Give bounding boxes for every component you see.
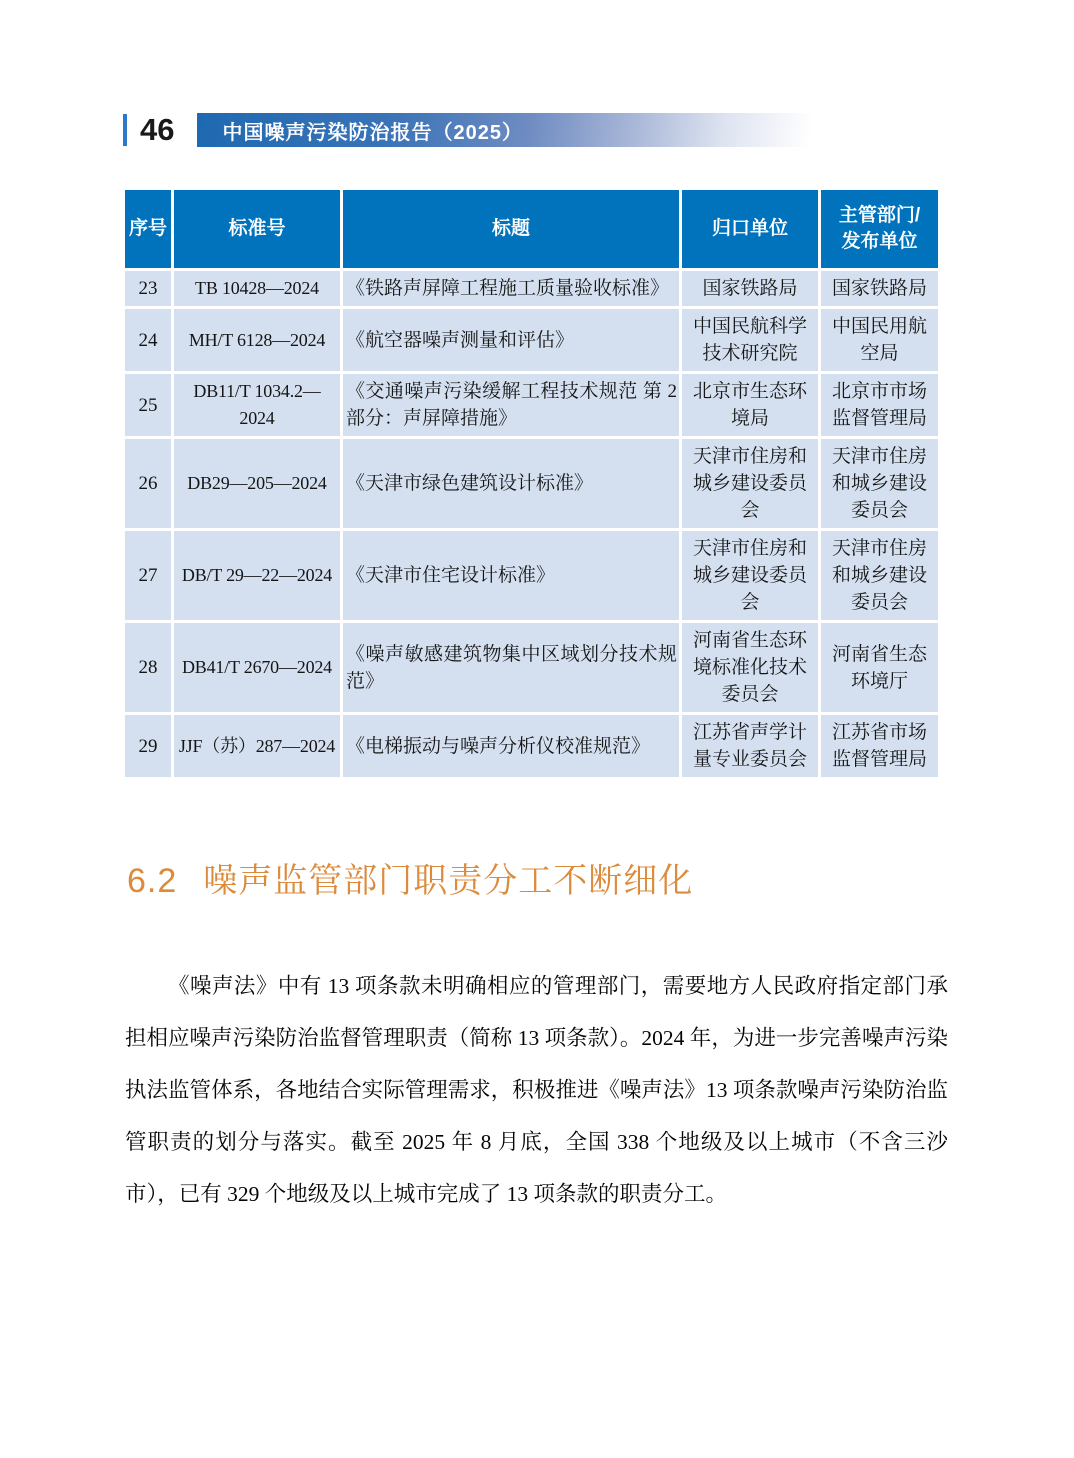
column-header-dept <box>821 190 938 268</box>
cell-no: 28 <box>125 623 171 712</box>
cell-standard-number: DB29—205—2024 <box>174 439 340 528</box>
cell-no: 27 <box>125 531 171 620</box>
cell-dept: 天津市住房和城乡建设委员会 <box>821 531 938 620</box>
column-header-std: 标准号 <box>174 190 340 268</box>
table-row <box>125 374 938 436</box>
cell-dept: 江苏省市场监督管理局 <box>821 715 938 777</box>
cell-org: 天津市住房和城乡建设委员会 <box>682 439 818 528</box>
table-row <box>125 623 938 712</box>
cell-org: 国家铁路局 <box>682 271 818 306</box>
table-row <box>125 531 938 620</box>
cell-title: 《噪声敏感建筑物集中区域划分技术规范》 <box>343 623 679 712</box>
table-header-row <box>125 190 938 268</box>
table-row <box>125 715 938 777</box>
section-title: 噪声监管部门职责分工不断细化 <box>203 862 694 900</box>
table-row <box>125 271 938 306</box>
cell-standard-number: DB41/T 2670—2024 <box>174 623 340 712</box>
cell-title: 《铁路声屏障工程施工质量验收标准》 <box>343 271 679 306</box>
column-header-dept-line2: 发布单位 <box>841 231 918 252</box>
cell-dept: 河南省生态环境厅 <box>821 623 938 712</box>
cell-org: 河南省生态环境标准化技术委员会 <box>682 623 818 712</box>
column-header-dept-line1: 主管部门/ <box>838 205 921 226</box>
table-row <box>125 309 938 371</box>
page-number-accent-bar <box>123 114 127 146</box>
cell-standard-number: JJF（苏）287—2024 <box>174 715 340 777</box>
cell-no: 29 <box>125 715 171 777</box>
running-head <box>123 112 1074 148</box>
section-heading <box>127 853 693 902</box>
cell-no: 24 <box>125 309 171 371</box>
table-row <box>125 439 938 528</box>
section-number: 6.2 <box>127 862 178 900</box>
page-number: 46 <box>140 112 175 147</box>
column-header-title: 标题 <box>343 190 679 268</box>
column-header-no: 序号 <box>125 190 171 268</box>
standards-table-header <box>125 190 938 268</box>
cell-title: 《交通噪声污染缓解工程技术规范 第 2 部分：声屏障措施》 <box>343 374 679 436</box>
cell-org: 中国民航科学技术研究院 <box>682 309 818 371</box>
report-title: 中国噪声污染防治报告（2025） <box>222 121 523 144</box>
cell-org: 江苏省声学计量专业委员会 <box>682 715 818 777</box>
cell-title: 《天津市绿色建筑设计标准》 <box>343 439 679 528</box>
cell-org: 天津市住房和城乡建设委员会 <box>682 531 818 620</box>
cell-standard-number: MH/T 6128—2024 <box>174 309 340 371</box>
cell-no: 23 <box>125 271 171 306</box>
cell-dept: 北京市市场监督管理局 <box>821 374 938 436</box>
cell-title: 《天津市住宅设计标准》 <box>343 531 679 620</box>
cell-title: 《电梯振动与噪声分析仪校准规范》 <box>343 715 679 777</box>
cell-no: 26 <box>125 439 171 528</box>
cell-title: 《航空器噪声测量和评估》 <box>343 309 679 371</box>
cell-org: 北京市生态环境局 <box>682 374 818 436</box>
report-title-banner <box>197 113 1074 147</box>
body-paragraph: 《噪声法》中有 13 项条款未明确相应的管理部门，需要地方人民政府指定部门承担相应噪声污染防治监督管理职责（简称 13 项条款）。2024 年，为进一步完善噪声污染执法监管体系，各地结合实际管理需求，积极推进《噪声法》13 项条款噪声污染防治监管职责的划分与落实。截至 2025 年 8 月底，全国 338 个地级及以上城市（不含三沙市），已有 329 个地级及以上城市完成了 13 项条款的职责分工。 <box>125 973 948 1206</box>
cell-standard-number: TB 10428—2024 <box>174 271 340 306</box>
cell-dept: 中国民用航空局 <box>821 309 938 371</box>
cell-dept: 天津市住房和城乡建设委员会 <box>821 439 938 528</box>
cell-standard-number: DB/T 29—22—2024 <box>174 531 340 620</box>
column-header-org: 归口单位 <box>682 190 818 268</box>
cell-dept: 国家铁路局 <box>821 271 938 306</box>
standards-table <box>122 187 941 780</box>
cell-no: 25 <box>125 374 171 436</box>
cell-standard-number: DB11/T 1034.2—2024 <box>174 374 340 436</box>
